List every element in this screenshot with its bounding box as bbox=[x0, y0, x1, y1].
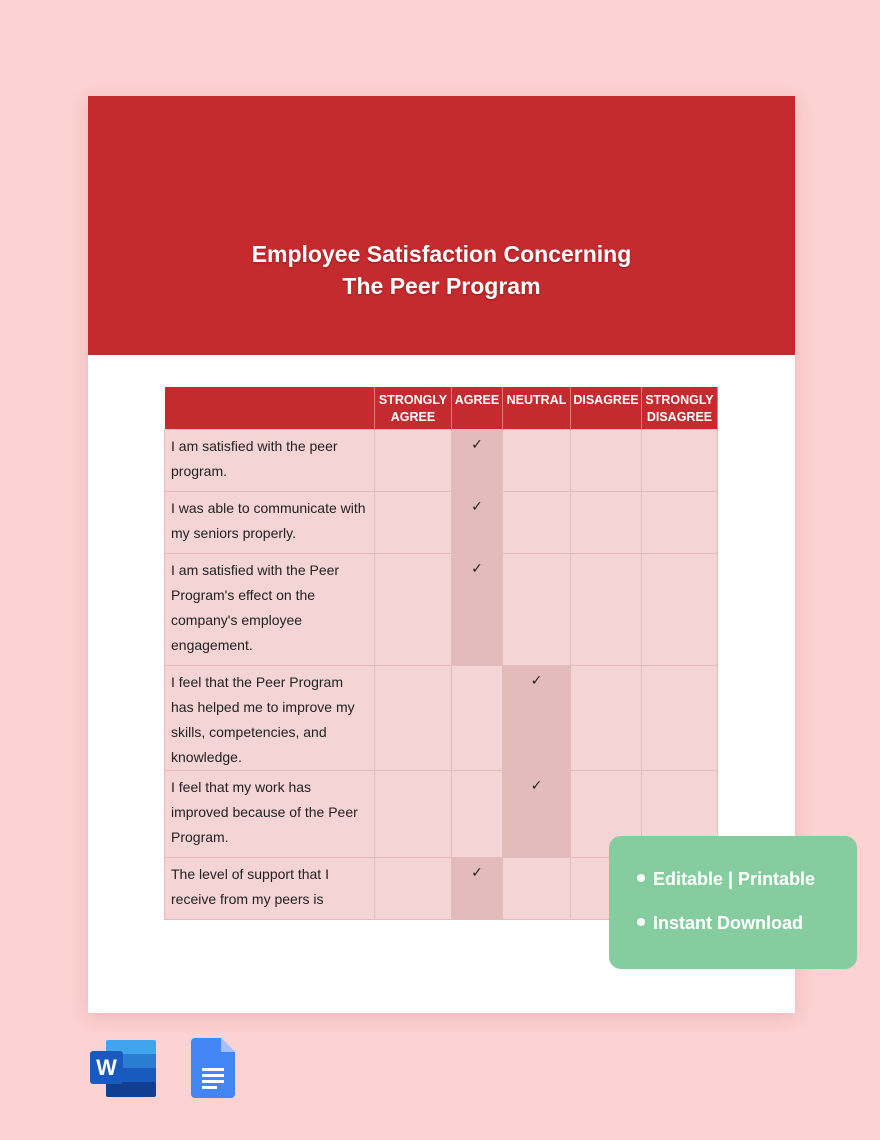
header-neutral: NEUTRAL bbox=[503, 387, 571, 429]
table-header-row bbox=[165, 387, 718, 429]
response-cell bbox=[571, 553, 642, 665]
response-cell bbox=[375, 665, 452, 770]
features-badge bbox=[609, 836, 857, 969]
feature-editable-printable: Editable | Printable bbox=[637, 869, 815, 890]
response-cell bbox=[375, 491, 452, 553]
check-mark-icon: ✓ bbox=[530, 776, 543, 793]
response-cell bbox=[503, 553, 571, 665]
check-mark-icon: ✓ bbox=[471, 435, 483, 452]
google-docs-icon bbox=[191, 1038, 235, 1098]
checked-response-cell bbox=[503, 665, 571, 770]
title-line-2: The Peer Program bbox=[342, 273, 541, 299]
response-cell bbox=[375, 429, 452, 491]
response-cell bbox=[642, 491, 718, 553]
question-cell: I feel that my work has improved because of the Peer Program. bbox=[165, 770, 375, 857]
response-cell bbox=[503, 857, 571, 919]
response-cell bbox=[642, 429, 718, 491]
question-cell: The level of support that I receive from my peers is bbox=[165, 857, 375, 919]
question-cell: I feel that the Peer Program has helped me to improve my skills, competencies, and knowledge. bbox=[165, 665, 375, 770]
question-cell: I was able to communicate with my seniors properly. bbox=[165, 491, 375, 553]
check-mark-icon: ✓ bbox=[471, 559, 483, 576]
header-agree: AGREE bbox=[452, 387, 503, 429]
question-cell: I am satisfied with the Peer Program's effect on the company's employee engagement. bbox=[165, 553, 375, 665]
response-cell bbox=[571, 429, 642, 491]
response-cell bbox=[375, 857, 452, 919]
check-mark-icon: ✓ bbox=[530, 671, 543, 688]
table-row bbox=[165, 429, 718, 491]
response-cell bbox=[642, 665, 718, 770]
table-row bbox=[165, 553, 718, 665]
checked-response-cell bbox=[452, 429, 503, 491]
feature-instant-download: Instant Download bbox=[637, 913, 803, 934]
microsoft-word-icon bbox=[88, 1038, 158, 1098]
response-cell bbox=[452, 770, 503, 857]
document-title bbox=[88, 238, 795, 302]
bullet-icon bbox=[637, 874, 645, 882]
response-cell bbox=[375, 770, 452, 857]
response-cell bbox=[452, 665, 503, 770]
response-cell bbox=[571, 491, 642, 553]
check-mark-icon: ✓ bbox=[471, 863, 483, 880]
checked-response-cell bbox=[503, 770, 571, 857]
table-row bbox=[165, 491, 718, 553]
title-banner bbox=[88, 96, 795, 355]
response-cell bbox=[642, 553, 718, 665]
checked-response-cell bbox=[452, 553, 503, 665]
checked-response-cell bbox=[452, 491, 503, 553]
response-cell bbox=[375, 553, 452, 665]
checked-response-cell bbox=[452, 857, 503, 919]
response-cell bbox=[503, 491, 571, 553]
question-cell: I am satisfied with the peer program. bbox=[165, 429, 375, 491]
question-header bbox=[165, 387, 375, 429]
check-mark-icon: ✓ bbox=[471, 497, 483, 514]
title-line-1: Employee Satisfaction Concerning bbox=[251, 241, 632, 267]
header-strongly-disagree: STRONGLY DISAGREE bbox=[642, 387, 718, 429]
header-strongly-agree: STRONGLY AGREE bbox=[375, 387, 452, 429]
bullet-icon bbox=[637, 918, 645, 926]
response-cell bbox=[571, 665, 642, 770]
response-cell bbox=[503, 429, 571, 491]
svg-text:W: W bbox=[96, 1055, 117, 1080]
header-disagree: DISAGREE bbox=[571, 387, 642, 429]
table-row bbox=[165, 665, 718, 770]
